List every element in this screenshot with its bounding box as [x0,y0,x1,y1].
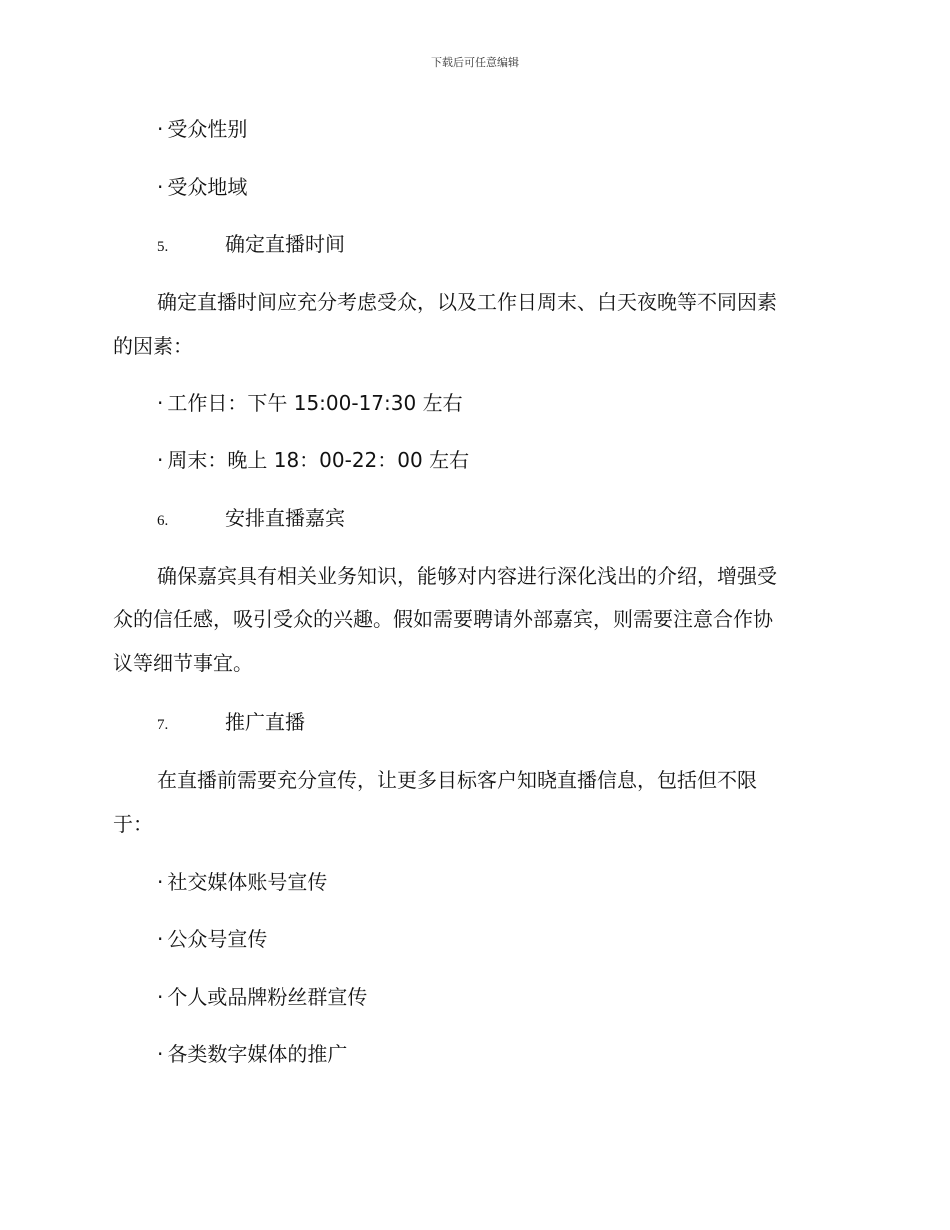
section-number: 7. [157,717,169,733]
bullet-item [157,926,267,952]
section-heading [157,709,305,738]
section-number: 6. [157,513,169,529]
bullet-text: 个人或品牌粉丝群宣传 [167,985,368,1009]
bullet-item [157,447,469,473]
bullet-item [157,869,327,895]
page-header: 下载后可任意编辑 [431,56,519,69]
bullet-text: 受众性别 [167,117,248,141]
bullet-item [157,390,463,416]
bullet-dot: · [157,870,164,894]
bullet-dot: · [157,391,164,415]
paragraph-line: 议等细节事宜。 [113,651,253,675]
section-title: 安排直播嘉宾 [225,506,345,530]
bullet-item [157,1041,347,1067]
section-heading [157,505,345,534]
bullet-dot: · [157,175,164,199]
bullet-text: 工作日：下午 15:00-17:30 左右 [167,391,463,415]
bullet-item [157,174,247,200]
bullet-item [157,984,367,1010]
paragraph-line: 的因素： [113,334,193,358]
section-title: 推广直播 [225,710,305,734]
bullet-text: 各类数字媒体的推广 [167,1042,348,1066]
paragraph-line: 众的信任感，吸引受众的兴趣。假如需要聘请外部嘉宾，则需要注意合作协 [113,607,773,631]
paragraph-line: 在直播前需要充分宣传，让更多目标客户知晓直播信息，包括但不限 [157,768,757,792]
bullet-item [157,116,247,142]
paragraph-line: 确保嘉宾具有相关业务知识，能够对内容进行深化浅出的介绍，增强受 [157,564,777,588]
bullet-text: 周末：晚上 18：00-22：00 左右 [167,448,470,472]
bullet-dot: · [157,448,164,472]
bullet-text: 公众号宣传 [167,927,268,951]
paragraph-line: 确定直播时间应充分考虑受众，以及工作日周末、白天夜晚等不同因素 [157,290,777,314]
bullet-dot: · [157,1042,164,1066]
bullet-text: 社交媒体账号宣传 [167,870,328,894]
section-heading [157,231,345,260]
bullet-dot: · [157,117,164,141]
bullet-dot: · [157,985,164,1009]
section-title: 确定直播时间 [225,232,345,256]
bullet-text: 受众地域 [167,175,248,199]
section-number: 5. [157,239,169,255]
paragraph-line: 于： [113,812,153,836]
bullet-dot: · [157,927,164,951]
